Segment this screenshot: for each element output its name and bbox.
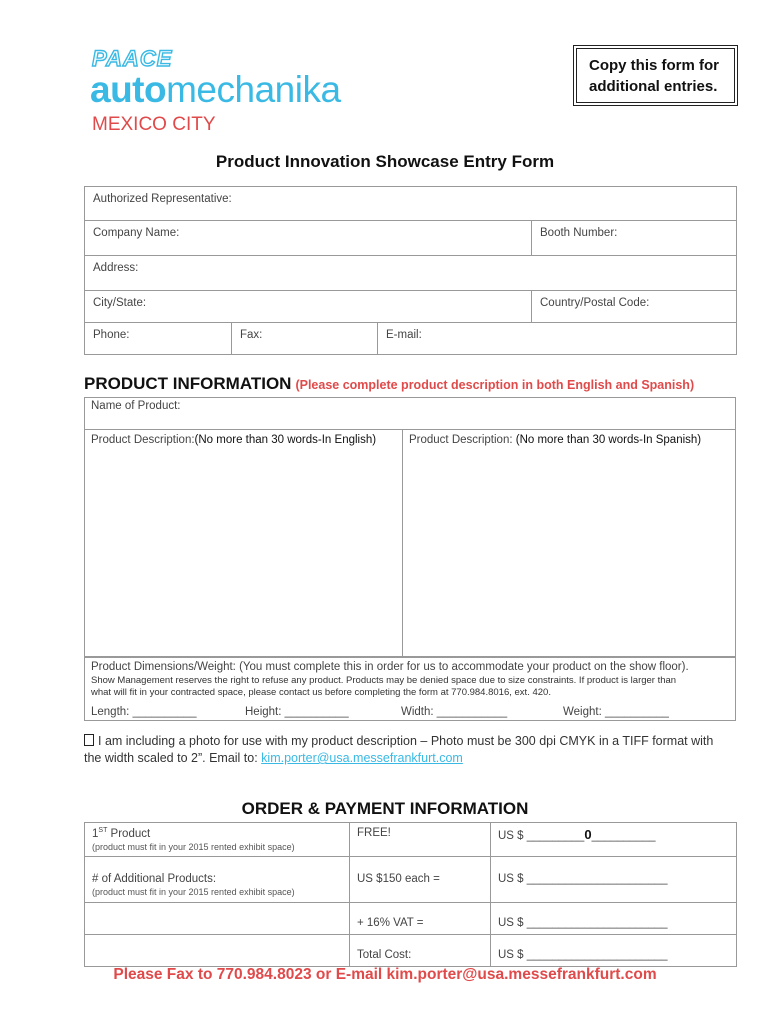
vat-total[interactable]: US $ ______________________ [491,903,737,935]
copy-note-box [573,45,738,106]
vat-label: + 16% VAT = [350,903,491,935]
additional-price: US $150 each = [350,857,491,903]
first-product-cell [85,823,350,857]
photo-email-link[interactable]: kim.porter@usa.messefrankfurt.com [261,751,463,765]
phone-field[interactable]: Phone: [85,323,232,355]
photo-line2: the width scaled to 2”. Email to: [84,751,262,765]
description-spanish-field[interactable] [403,430,735,656]
copy-note-line1: Copy this form for [589,57,719,74]
product-name-field[interactable]: Name of Product: [85,398,736,430]
total-empty-cell [85,935,350,967]
first-total-prefix: US $ _________ [498,830,585,842]
first-total-value: 0 [584,827,592,842]
desc-es-label: Product Description: [409,434,513,446]
total-cost-label: Total Cost: [350,935,491,967]
length-field[interactable]: Length: __________ [91,706,197,718]
first-product-note: (product must fit in your 2015 rented exhibit space) [92,841,295,852]
total-cost-total[interactable]: US $ ______________________ [491,935,737,967]
logo-mechanika-text: mechanika [166,69,341,110]
photo-statement [84,733,744,767]
product-info-heading [84,374,694,394]
height-field[interactable]: Height: __________ [245,706,349,718]
logo-auto-text: auto [90,69,167,110]
automechanika-logo [90,68,341,112]
address-field[interactable]: Address: [85,256,737,291]
email-field[interactable]: E-mail: [378,323,737,355]
product-info-note: (Please complete product description in both English and Spanish) [295,378,695,392]
dimensions-title: Product Dimensions/Weight: (You must complete this in order for us to accommodate your product on the show floor). [91,661,689,673]
additional-total[interactable]: US $ ______________________ [491,857,737,903]
dimensions-note-line2: what will fit in your contracted space, please contact us before completing the form at 770.984.8016, ext. 420. [91,687,551,698]
desc-en-note: (No more than 30 words-In English) [194,434,377,446]
dimensions-note-line1: Show Management reserves the right to refuse any product. Products may be denied space due to size constraints. If product is larger than [91,675,677,686]
first-total-suffix: __________ [591,830,656,842]
form-title: Product Innovation Showcase Entry Form [215,152,555,171]
logo-city: MEXICO CITY [92,114,216,135]
contact-table [84,186,737,355]
paace-logo: PAACE [92,46,173,71]
first-product-num: 1 [92,827,99,840]
first-product-sup: ST [98,827,108,834]
width-field[interactable]: Width: ___________ [401,706,508,718]
dimensions-box [84,657,736,721]
photo-checkbox[interactable] [84,734,94,746]
vat-empty-cell [85,903,350,935]
desc-es-note: (No more than 30 words-In Spanish) [515,434,702,446]
first-product-total[interactable] [491,823,737,857]
weight-field[interactable]: Weight: __________ [563,706,669,718]
company-name-field[interactable]: Company Name: [85,221,532,256]
desc-en-label: Product Description: [91,434,195,446]
description-english-field[interactable] [85,430,403,656]
photo-line1: I am including a photo for use with my product description – Photo must be 300 dpi CMYK in a TIFF format with [98,734,714,748]
additional-products-label: # of Additional Products: [92,873,217,885]
first-product-label: Product [107,827,151,840]
product-name-table [84,397,736,430]
country-postal-field[interactable]: Country/Postal Code: [532,291,737,323]
footer-instructions: Please Fax to 770.984.8023 or E-mail kim.porter@usa.messefrankfurt.com [113,966,657,983]
authorized-rep-field[interactable]: Authorized Representative: [85,187,737,221]
product-description-box [84,429,736,657]
first-product-price: FREE! [350,823,491,857]
additional-products-note: (product must fit in your 2015 rented exhibit space) [92,887,295,897]
order-heading: ORDER & PAYMENT INFORMATION [241,799,529,818]
booth-number-field[interactable]: Booth Number: [532,221,737,256]
additional-products-cell[interactable] [85,857,350,903]
fax-field[interactable]: Fax: [232,323,378,355]
product-info-title: PRODUCT INFORMATION [84,374,292,393]
copy-note-line2: additional entries. [589,78,718,95]
city-state-field[interactable]: City/State: [85,291,532,323]
order-table [84,822,737,967]
